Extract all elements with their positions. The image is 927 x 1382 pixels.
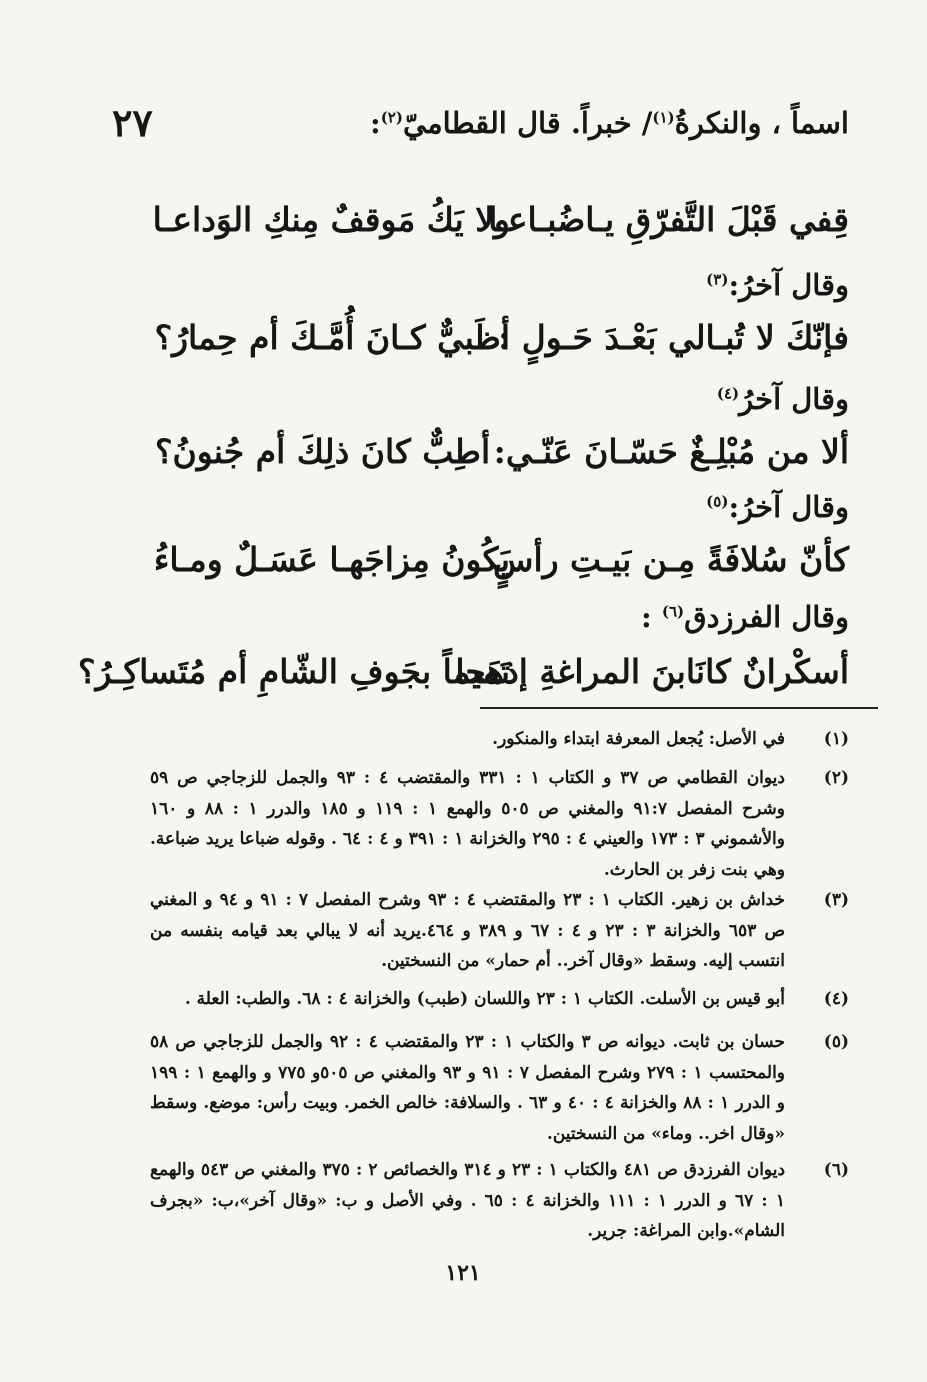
footnote-ref-4: (٤) <box>716 384 740 403</box>
footnote-1 <box>150 724 849 755</box>
footnote-number: (٣) <box>823 890 849 910</box>
verse-4 <box>155 540 849 590</box>
margin-number: ٢٧ <box>112 100 153 145</box>
footnote-separator <box>480 707 878 709</box>
footnote-5 <box>150 1027 849 1149</box>
footnote-text: أبو قيس بن الأسلت. الكتاب ١ : ٢٣ واللسان (طبب) والخزانة ٤ : ٦٨. والطب: العلة . <box>184 989 785 1009</box>
footnote-4 <box>150 984 849 1015</box>
footnote-number: (١) <box>823 729 849 749</box>
verse-1-first-hemistich: قِفي قَبْلَ التَّفرّقِ يـاضُبـاعـا <box>488 200 849 239</box>
verse-5-second-hemistich: تَميماً بجَوفِ الشّامِ أم مُتَساكِـرُ؟ <box>77 652 510 691</box>
footnote-number: (٢) <box>823 768 849 788</box>
heading-text-end: : <box>369 106 381 140</box>
verse-5 <box>77 652 849 702</box>
intro-line-3 <box>249 268 849 302</box>
footnote-ref-5: (٥) <box>706 492 729 511</box>
footnote-text: حسان بن ثابت. ديوانه ص ٣ والكتاب ١ : ٢٣ والمقتضب ٤ : ٩٢ والجمل للزجاجي ص ٥٨ والمحتسب ١ : ٢٧٩ وشرح المفصل ٧ : ٩١ و ٩٣ والمغني ص ٥٠٥و ٧٧٥ و والهمع ١ : ١٩٩ و الدرر ١ : ٨٨ والخزانة ٤ : ٤٠ و ٦٣ . والسلافة: خالص الخمر. وبيت رأس: موضع. وسقط «وقال اخر.. وماء» من النسختين. <box>150 1032 786 1144</box>
footnote-text: خداش بن زهير. الكتاب ١ : ٢٣ والمقتضب ٤ : ٩٣ وشرح المفصل ٧ : ٩١ و ٩٤ و المغني ص ٦٥٣ والخزانة ٣ : ٢٣ و ٤ : ٦٧ و ٣٨٩ و ٤٦٤.يريد أنه لا يبالي بعد قيامه بنفسه من انتسب إليه. وسقط «وقال آخر.. أم حمار» من النسختين. <box>150 890 785 971</box>
footnote-3 <box>150 885 849 977</box>
verse-2-second-hemistich: أظَبيٌّ كـانَ أُمَّـكَ أم حِمارُ؟ <box>154 318 510 357</box>
footnote-text: ديوان القطامي ص ٣٧ و الكتاب ١ : ٣٣١ والمقتضب ٤ : ٩٣ والجمل للزجاجي ص ٥٩ وشرح المفصل ٩١:٧ والمغني ص ٥٠٥ والهمع ١ : ١١٩ و ١٨٥ والدرر ١ : ٨٨ و ١٦٠ والأشموني ٣ : ١٧٣ والعيني ٤ : ٢٩٥ والخزانة ١ : ٣٩١ و ٤ : ٦٤ . وقوله ضباعا يريد ضباعة. وهي بنت زفر بن الحارث. <box>150 768 785 880</box>
intro-text: وقال آخرُ: <box>728 268 849 302</box>
heading-text-start: اسماً ، والنكرةُ <box>674 106 849 140</box>
footnote-ref-1: (١) <box>652 108 675 127</box>
intro-text: وقال آخرُ: <box>728 490 849 524</box>
verse-1 <box>152 200 849 250</box>
verse-4-second-hemistich: يَكُونُ مِزاجَهـا عَسَـلٌ ومـاءُ <box>153 540 510 579</box>
footnote-ref-2: (٢) <box>380 108 403 127</box>
intro-line-6 <box>249 600 849 634</box>
verse-2-first-hemistich: فإنّكَ لا تُبـالي بَعْـدَ حَـولٍ : <box>498 318 849 357</box>
verse-1-second-hemistich: ولا يَكُ مَوقفٌ مِنكِ الوَداعـا <box>152 200 510 239</box>
footnote-text: ديوان الفرزدق ص ٤٨١ والكتاب ١ : ٢٣ و ٣١٤ والخصائص ٢ : ٣٧٥ والمغني ص ٥٤٣ والهمع ١ : ٦٧ و الدرر ١ : ١١١ والخزانة ٤ : ٦٥ . وفي الأصل و ب: «وقال آخر»،ب: «بجرف الشام».وابن المراغة: جرير. <box>150 1160 786 1241</box>
footnote-number: (٦) <box>823 1160 849 1180</box>
verse-3-second-hemistich: أطِبٌّ كانَ ذلِكَ أم جُنونُ؟ <box>155 432 491 471</box>
verse-3-first-hemistich: ألا من مُبْلِـغٌ حَسّـانَ عَنّـي: <box>493 432 849 471</box>
footnote-ref-6: (٦) <box>661 602 685 621</box>
heading-text-middle: / خبراً. قال القطاميّ <box>402 106 653 140</box>
footnote-ref-3: (٣) <box>706 270 729 289</box>
intro-line-4 <box>249 382 849 416</box>
verse-2 <box>155 318 849 368</box>
footnote-2 <box>150 763 849 885</box>
intro-colon: : <box>641 600 662 634</box>
intro-text: وقال آخرُ <box>739 382 849 416</box>
page-number: ١٢١ <box>445 1260 481 1286</box>
footnote-6 <box>150 1155 849 1247</box>
verse-5-first-hemistich: أسكْرانٌ كانَابنَ المراغةِ إذهَجا <box>455 652 849 691</box>
verse-4-first-hemistich: كأنّ سُلافَةً مِـن بَيـتِ رأسٍ <box>493 540 849 579</box>
footnote-text: في الأصل: يُجعل المعرفة ابتداء والمنكور. <box>492 729 785 749</box>
heading-line <box>159 106 849 140</box>
intro-line-5 <box>249 490 849 524</box>
footnote-number: (٤) <box>823 989 849 1009</box>
verse-3 <box>155 432 849 482</box>
footnote-number: (٥) <box>823 1032 849 1052</box>
intro-text: وقال الفرزدق <box>684 600 849 634</box>
